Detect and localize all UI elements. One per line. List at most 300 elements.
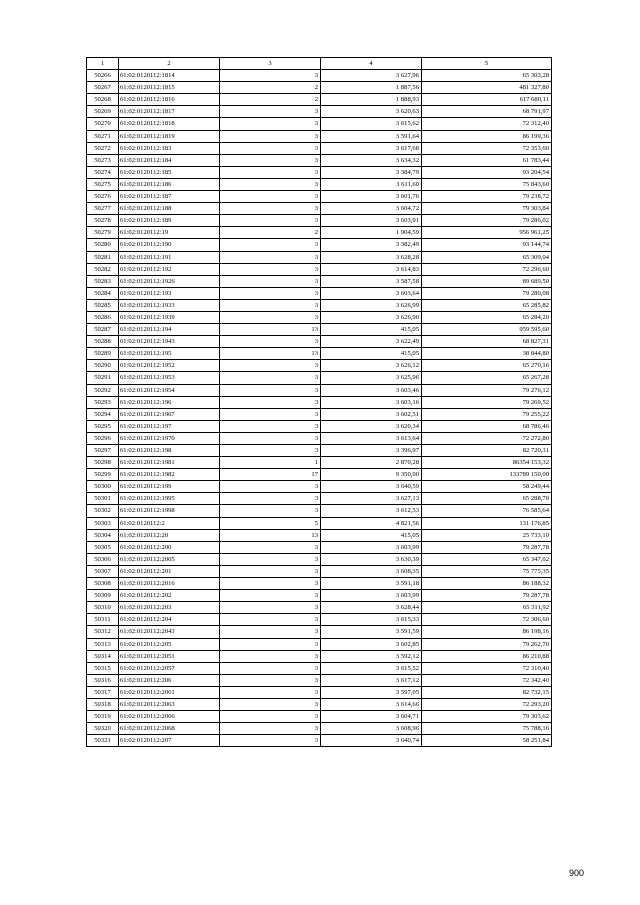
table-cell: 3 625,96 (321, 372, 422, 384)
table-cell: 3 627,96 (321, 70, 422, 82)
table-row (87, 396, 552, 408)
table-row (87, 420, 552, 432)
table-cell: 50309 (87, 590, 119, 602)
header-row (87, 58, 552, 70)
table-row (87, 735, 552, 747)
table-cell: 50304 (87, 529, 119, 541)
table-row (87, 408, 552, 420)
table-cell: 3 617,68 (321, 142, 422, 154)
table-cell: 79 303,84 (422, 203, 552, 215)
table-cell: 50299 (87, 469, 119, 481)
table-cell: 3 (220, 735, 321, 747)
table-row (87, 166, 552, 178)
table-cell: 3 612,53 (321, 505, 422, 517)
table-cell: 86 210,88 (422, 650, 552, 662)
table-cell: 3 603,46 (321, 384, 422, 396)
table-row (87, 142, 552, 154)
table-cell: 72 296,60 (422, 263, 552, 275)
table-row (87, 553, 552, 565)
table-cell: 3 626,90 (321, 311, 422, 323)
table-cell: 61 783,44 (422, 154, 552, 166)
table-cell: 72 353,60 (422, 142, 552, 154)
table-cell: 3 (220, 686, 321, 698)
table-cell: 50280 (87, 239, 119, 251)
table-row (87, 130, 552, 142)
table-cell: 61:02:0120112:198 (119, 445, 220, 457)
table-cell: 3 604,71 (321, 711, 422, 723)
table-cell: 61:02:0120112:206 (119, 674, 220, 686)
table-cell: 61:02:0120112:1816 (119, 94, 220, 106)
table-cell: 17 (220, 469, 321, 481)
table-cell: 72 312,40 (422, 118, 552, 130)
table-cell: 3 622,49 (321, 336, 422, 348)
table-cell: 3 617,12 (321, 674, 422, 686)
table-cell: 61:02:0120112:1970 (119, 432, 220, 444)
table-cell: 131 176,85 (422, 517, 552, 529)
table-cell: 61:02:0120112:2066 (119, 711, 220, 723)
table-cell: 61:02:0120112:189 (119, 215, 220, 227)
table-cell: 79 287,78 (422, 590, 552, 602)
table-cell: 65 347,02 (422, 553, 552, 565)
table-row (87, 70, 552, 82)
table-cell: 58 249,44 (422, 481, 552, 493)
table-cell: 50275 (87, 178, 119, 190)
table-row (87, 674, 552, 686)
table-cell: 61:02:0120112:1933 (119, 299, 220, 311)
table-cell: 75 775,35 (422, 565, 552, 577)
table-cell: 50311 (87, 614, 119, 626)
table-cell: 61:02:0120112:1981 (119, 457, 220, 469)
table-cell: 50282 (87, 263, 119, 275)
table-row (87, 251, 552, 263)
table-cell: 3 (220, 215, 321, 227)
table-row (87, 578, 552, 590)
table-cell: 61:02:0120112:183 (119, 142, 220, 154)
table-cell: 1 888,93 (321, 94, 422, 106)
table-cell: 415,05 (321, 324, 422, 336)
table-cell: 79 286,02 (422, 215, 552, 227)
table-cell: 3 603,16 (321, 396, 422, 408)
table-cell: 3 (220, 70, 321, 82)
table-cell: 3 396,97 (321, 445, 422, 457)
table-cell: 4 821,56 (321, 517, 422, 529)
table-cell: 89 689,50 (422, 275, 552, 287)
table-cell: 50300 (87, 481, 119, 493)
table-cell: 50266 (87, 70, 119, 82)
table-cell: 3 608,35 (321, 565, 422, 577)
table-cell: 3 (220, 251, 321, 263)
table-cell: 61:02:0120112:205 (119, 638, 220, 650)
table-cell: 79 269,52 (422, 396, 552, 408)
table-cell: 3 630,39 (321, 553, 422, 565)
table-cell: 3 (220, 553, 321, 565)
table-row (87, 336, 552, 348)
table-cell: 3 603,99 (321, 541, 422, 553)
table-cell: 3 627,13 (321, 493, 422, 505)
table-cell: 3 634,32 (321, 154, 422, 166)
table-cell: 3 (220, 578, 321, 590)
table-cell: 3 620,63 (321, 106, 422, 118)
table-row (87, 614, 552, 626)
table-cell: 82 720,31 (422, 445, 552, 457)
table-cell: 50285 (87, 299, 119, 311)
table-row (87, 191, 552, 203)
table-cell: 50295 (87, 420, 119, 432)
table-cell: 50297 (87, 445, 119, 457)
table-cell: 79 255,22 (422, 408, 552, 420)
table-cell: 50314 (87, 650, 119, 662)
table-cell: 61:02:0120112:185 (119, 166, 220, 178)
table-cell: 86 199,36 (422, 130, 552, 142)
table-cell: 68 791,97 (422, 106, 552, 118)
table-cell: 72 306,60 (422, 614, 552, 626)
table-cell: 61:02:0120112:1926 (119, 275, 220, 287)
table-cell: 3 (220, 493, 321, 505)
table-row (87, 590, 552, 602)
table-cell: 61:02:0120112:1943 (119, 336, 220, 348)
table-cell: 3 (220, 432, 321, 444)
table-cell: 61:02:0120112:1967 (119, 408, 220, 420)
table-cell: 50315 (87, 662, 119, 674)
table-cell: 50312 (87, 626, 119, 638)
table-cell: 79 287,78 (422, 541, 552, 553)
table-cell: 86 198,16 (422, 626, 552, 638)
table-cell: 3 (220, 408, 321, 420)
table-cell: 3 (220, 602, 321, 614)
table-cell: 65 288,70 (422, 493, 552, 505)
table-cell: 3 (220, 203, 321, 215)
table-cell: 61:02:0120112:184 (119, 154, 220, 166)
table-cell: 9 350,00 (321, 469, 422, 481)
table-cell: 38 844,80 (422, 348, 552, 360)
table-cell: 76 585,64 (422, 505, 552, 517)
table-cell: 3 (220, 674, 321, 686)
table-cell: 13 (220, 324, 321, 336)
table-cell: 3 (220, 445, 321, 457)
table-cell: 617 680,11 (422, 94, 552, 106)
table-cell: 3 (220, 662, 321, 674)
table-cell: 61:02:0120112:1952 (119, 360, 220, 372)
table-cell: 3 (220, 191, 321, 203)
table-cell: 3 384,79 (321, 166, 422, 178)
table-cell: 3 615,62 (321, 118, 422, 130)
table-cell: 3 591,64 (321, 130, 422, 142)
table-cell: 61:02:0120112:2 (119, 517, 220, 529)
table-cell: 3 (220, 481, 321, 493)
table-cell: 415,05 (321, 529, 422, 541)
table-cell: 50296 (87, 432, 119, 444)
table-row (87, 602, 552, 614)
table-cell: 3 613,64 (321, 432, 422, 444)
table-cell: 61:02:0120112:2051 (119, 650, 220, 662)
table-cell: 50267 (87, 82, 119, 94)
table-cell: 65 285,82 (422, 299, 552, 311)
table-row (87, 154, 552, 166)
table-cell: 13 (220, 529, 321, 541)
table-cell: 61:02:0120112:2057 (119, 662, 220, 674)
table-cell: 1 (220, 457, 321, 469)
table-cell: 79 276,12 (422, 384, 552, 396)
table-cell: 82 732,15 (422, 686, 552, 698)
table-cell: 3 614,83 (321, 263, 422, 275)
table-cell: 3 591,59 (321, 626, 422, 638)
table-cell: 61:02:0120112:187 (119, 191, 220, 203)
table-cell: 3 628,44 (321, 602, 422, 614)
table-cell: 3 591,18 (321, 578, 422, 590)
table-cell: 86354 153,32 (422, 457, 552, 469)
table-cell: 65 303,28 (422, 70, 552, 82)
table-row (87, 287, 552, 299)
table-cell: 50306 (87, 553, 119, 565)
table-cell: 50287 (87, 324, 119, 336)
table-cell: 3 (220, 178, 321, 190)
table-cell: 3 (220, 711, 321, 723)
table-cell: 3 603,64 (321, 287, 422, 299)
table-cell: 72 272,80 (422, 432, 552, 444)
table-cell: 3 (220, 626, 321, 638)
table-row (87, 505, 552, 517)
table-cell: 50318 (87, 698, 119, 710)
table-row (87, 445, 552, 457)
table-cell: 93 204,54 (422, 166, 552, 178)
table-cell: 50310 (87, 602, 119, 614)
table-cell: 50281 (87, 251, 119, 263)
table-cell: 61:02:0120112:19 (119, 227, 220, 239)
table-cell: 50278 (87, 215, 119, 227)
table-row (87, 469, 552, 481)
table-cell: 79 238,72 (422, 191, 552, 203)
table-cell: 50269 (87, 106, 119, 118)
table-cell: 956 961,25 (422, 227, 552, 239)
table-cell: 3 602,51 (321, 408, 422, 420)
table-row (87, 541, 552, 553)
table-row (87, 203, 552, 215)
table-cell: 61:02:0120112:194 (119, 324, 220, 336)
table-cell: 50279 (87, 227, 119, 239)
table-cell: 3 603,99 (321, 590, 422, 602)
table-cell: 3 626,99 (321, 299, 422, 311)
table-row (87, 638, 552, 650)
table-cell: 3 (220, 360, 321, 372)
table-cell: 61:02:0120112:201 (119, 565, 220, 577)
table-cell: 3 604,72 (321, 203, 422, 215)
table-cell: 93 144,74 (422, 239, 552, 251)
table-cell: 61:02:0120112:2016 (119, 578, 220, 590)
table-cell: 3 (220, 311, 321, 323)
table-cell: 61:02:0120112:2043 (119, 626, 220, 638)
table-cell: 50286 (87, 311, 119, 323)
table-cell: 50303 (87, 517, 119, 529)
table-cell: 50272 (87, 142, 119, 154)
table-row (87, 723, 552, 735)
table-cell: 3 640,59 (321, 481, 422, 493)
table-cell: 79 280,08 (422, 287, 552, 299)
table-row (87, 481, 552, 493)
table-cell: 50301 (87, 493, 119, 505)
table-cell: 3 (220, 565, 321, 577)
table-cell: 3 (220, 590, 321, 602)
table-cell: 2 (220, 94, 321, 106)
table-cell: 50319 (87, 711, 119, 723)
table-cell: 65 270,16 (422, 360, 552, 372)
table-row (87, 698, 552, 710)
table-cell: 3 (220, 650, 321, 662)
table-cell: 2 (220, 227, 321, 239)
table-cell: 61:02:0120112:1818 (119, 118, 220, 130)
table-cell: 61:02:0120112:195 (119, 348, 220, 360)
table-cell: 3 611,60 (321, 178, 422, 190)
table-cell: 61:02:0120112:1953 (119, 372, 220, 384)
table-row (87, 626, 552, 638)
table-row (87, 493, 552, 505)
table-cell: 68 786,46 (422, 420, 552, 432)
table-cell: 50293 (87, 396, 119, 408)
table-cell: 3 (220, 118, 321, 130)
table-row (87, 565, 552, 577)
table-cell: 3 628,28 (321, 251, 422, 263)
table-row (87, 263, 552, 275)
table-cell: 50284 (87, 287, 119, 299)
table-cell: 3 602,85 (321, 638, 422, 650)
table-cell: 50302 (87, 505, 119, 517)
table-row (87, 178, 552, 190)
table-cell: 61:02:0120112:1817 (119, 106, 220, 118)
table-cell: 3 603,91 (321, 215, 422, 227)
table-cell: 61:02:0120112:1998 (119, 505, 220, 517)
table-cell: 58 251,84 (422, 735, 552, 747)
table-cell: 50321 (87, 735, 119, 747)
table-cell: 2 870,28 (321, 457, 422, 469)
table-cell: 50290 (87, 360, 119, 372)
table-cell: 50294 (87, 408, 119, 420)
column-header: 1 (87, 58, 119, 70)
table-cell: 3 (220, 106, 321, 118)
table-row (87, 517, 552, 529)
table-cell: 13 (220, 348, 321, 360)
table-cell: 61:02:0120112:2005 (119, 553, 220, 565)
table-cell: 50308 (87, 578, 119, 590)
table-cell: 3 (220, 420, 321, 432)
column-header: 4 (321, 58, 422, 70)
table-cell: 61:02:0120112:1954 (119, 384, 220, 396)
table-cell: 61:02:0120112:2063 (119, 698, 220, 710)
table-cell: 61:02:0120112:190 (119, 239, 220, 251)
column-header: 2 (119, 58, 220, 70)
table-row (87, 384, 552, 396)
table-cell: 50313 (87, 638, 119, 650)
table-cell: 61:02:0120112:202 (119, 590, 220, 602)
table-cell: 3 (220, 275, 321, 287)
table-cell: 50316 (87, 674, 119, 686)
table-row (87, 711, 552, 723)
column-header: 3 (220, 58, 321, 70)
table-row (87, 372, 552, 384)
table-row (87, 275, 552, 287)
table-row (87, 311, 552, 323)
table-cell: 3 614,66 (321, 698, 422, 710)
table-row (87, 118, 552, 130)
table-cell: 50305 (87, 541, 119, 553)
table-cell: 61:02:0120112:193 (119, 287, 220, 299)
table-cell: 61:02:0120112:2061 (119, 686, 220, 698)
table-cell: 61:02:0120112:1982 (119, 469, 220, 481)
table-cell: 50307 (87, 565, 119, 577)
data-table (86, 57, 552, 747)
table-cell: 5 (220, 517, 321, 529)
table-cell: 61:02:0120112:191 (119, 251, 220, 263)
table-row (87, 324, 552, 336)
table-cell: 3 (220, 239, 321, 251)
table-cell: 3 620,34 (321, 420, 422, 432)
table-cell: 3 (220, 336, 321, 348)
table-row (87, 299, 552, 311)
table-cell: 79 303,62 (422, 711, 552, 723)
table-cell: 61:02:0120112:204 (119, 614, 220, 626)
table-cell: 3 (220, 698, 321, 710)
table-cell: 65 311,92 (422, 602, 552, 614)
table-cell: 61:02:0120112:1939 (119, 311, 220, 323)
table-cell: 50271 (87, 130, 119, 142)
table-cell: 3 (220, 638, 321, 650)
table-cell: 3 615,33 (321, 614, 422, 626)
table-cell: 61:02:0120112:20 (119, 529, 220, 541)
table-row (87, 432, 552, 444)
table-cell: 50320 (87, 723, 119, 735)
table-cell: 86 188,32 (422, 578, 552, 590)
table-row (87, 82, 552, 94)
table-cell: 3 608,96 (321, 723, 422, 735)
table-cell: 3 640,74 (321, 735, 422, 747)
table-row (87, 360, 552, 372)
table-cell: 72 342,40 (422, 674, 552, 686)
table-cell: 50274 (87, 166, 119, 178)
table-cell: 61:02:0120112:199 (119, 481, 220, 493)
table-cell: 3 (220, 287, 321, 299)
table-cell: 68 827,31 (422, 336, 552, 348)
table-cell: 75 843,60 (422, 178, 552, 190)
table-row (87, 686, 552, 698)
table-cell: 3 587,58 (321, 275, 422, 287)
table-row (87, 650, 552, 662)
table-cell: 65 309,04 (422, 251, 552, 263)
table-cell: 65 267,28 (422, 372, 552, 384)
table-cell: 25 733,10 (422, 529, 552, 541)
table-row (87, 529, 552, 541)
table-cell: 1 887,56 (321, 82, 422, 94)
table-cell: 61:02:0120112:1815 (119, 82, 220, 94)
table-cell: 3 (220, 396, 321, 408)
table-cell: 65 284,20 (422, 311, 552, 323)
table-cell: 61:02:0120112:188 (119, 203, 220, 215)
table-cell: 959 595,60 (422, 324, 552, 336)
table-row (87, 94, 552, 106)
table-cell: 3 615,52 (321, 662, 422, 674)
table-cell: 3 (220, 130, 321, 142)
table-cell: 61:02:0120112:192 (119, 263, 220, 275)
table-row (87, 239, 552, 251)
column-header: 5 (422, 58, 552, 70)
table-row (87, 662, 552, 674)
table-cell: 61:02:0120112:203 (119, 602, 220, 614)
table-cell: 3 592,12 (321, 650, 422, 662)
table-cell: 3 626,12 (321, 360, 422, 372)
table-cell: 75 788,16 (422, 723, 552, 735)
table-cell: 3 (220, 263, 321, 275)
table-cell: 50317 (87, 686, 119, 698)
table-cell: 3 (220, 154, 321, 166)
table-cell: 3 (220, 723, 321, 735)
table-cell: 50277 (87, 203, 119, 215)
